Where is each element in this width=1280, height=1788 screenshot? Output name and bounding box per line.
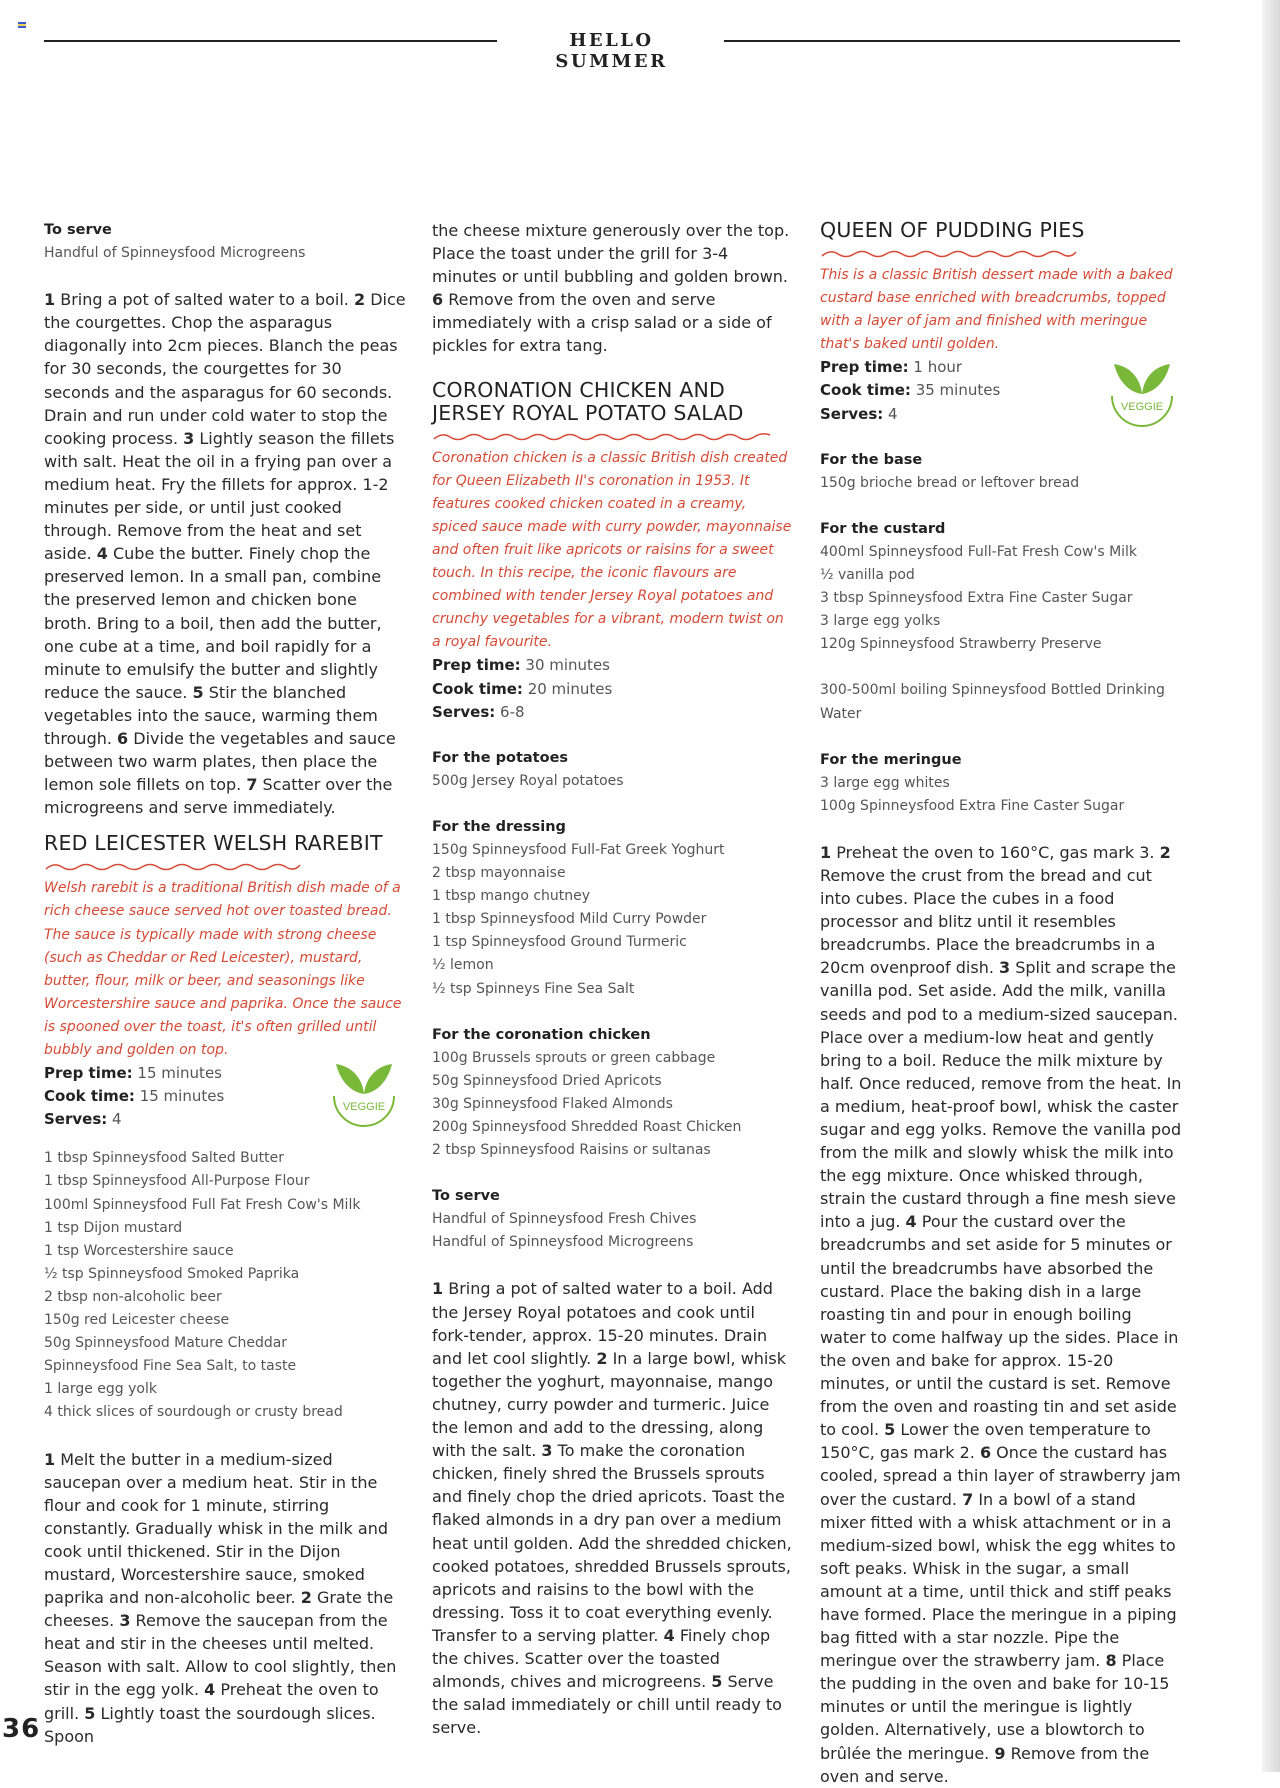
method-paragraph: [820, 841, 1182, 1788]
step-number: 6: [979, 1443, 992, 1463]
ingredient: 1 tsp Spinneysfood Ground Turmeric: [432, 934, 687, 951]
step-text: Dice the courgettes. Chop the asparagus diagonally into 2cm pieces. Blanch the peas for 30 seconds, the courgettes for 30 seconds and the asparagus for 60 seconds. Drain and run under cold water to stop the cooking process.: [44, 290, 406, 448]
step-number: 1: [44, 290, 56, 310]
method-paragraph: [432, 1277, 792, 1739]
step-number: 1: [820, 842, 832, 862]
ingredient: 2 tbsp mayonnaise: [432, 865, 566, 882]
step-number: 8: [1105, 1651, 1117, 1671]
page-number: 36: [2, 1714, 41, 1744]
ingredient-heading: For the potatoes: [432, 749, 569, 766]
step-text: In a large bowl, whisk together the yoghurt, mayonnaise, mango chutney, curry powder and turmeric. Juice the lemon and add to the dressing, along with the salt.: [432, 1348, 786, 1461]
prep-time: Prep time: 15 minutes: [44, 1064, 222, 1083]
step-number: 7: [962, 1489, 974, 1509]
step-number: 7: [246, 775, 258, 795]
step-number: 3: [119, 1611, 131, 1631]
veggie-badge-icon: [328, 1052, 400, 1128]
veggie-badge-icon: [1106, 352, 1178, 428]
step-number: 5: [192, 682, 204, 702]
ingredient: Handful of Spinneysfood Microgreens: [432, 1234, 694, 1251]
step-number: 3: [999, 958, 1011, 978]
step-text: Melt the butter in a medium-sized saucepan over a medium heat. Stir in the flour and cook for 1 minute, stirring constantly. Gradually whisk in the milk and cook until thickened. Stir in the Dijon mustard, Worcestershire sauce, smoked paprika and non-alcoholic beer.: [44, 1449, 388, 1608]
ingredient: 500g Jersey Royal potatoes: [432, 772, 624, 789]
step-number: 5: [84, 1703, 96, 1723]
recipe-intro: Welsh rarebit is a traditional British dish made of a rich cheese sauce served hot over toasted bread. The sauce is typically made with strong cheese (such as Cheddar or Red Leicester), mustard, butter, flour, milk or beer, and seasonings like Worcestershire sauce and paprika. Once the sauce is spooned over the toast, it's often grilled until bubbly and golden on top.: [44, 880, 402, 1058]
ingredient: Spinneysfood Fine Sea Salt, to taste: [44, 1358, 297, 1375]
step-number: 4: [663, 1625, 675, 1645]
recipe-title: QUEEN OF PUDDING PIES: [820, 218, 1085, 242]
step-text: Remove the crust from the bread and cut into cubes. Place the cubes in a food processor and blitz until it resembles breadcrumbs. Place the breadcrumbs in a 20cm ovenproof dish.: [820, 865, 1156, 978]
ingredient: Handful of Spinneysfood Microgreens: [44, 245, 306, 262]
recipe-intro: Coronation chicken is a classic British dish created for Queen Elizabeth II's coronation in 1953. It features cooked chicken coated in a creamy, spiced sauce made with curry powder, mayonnaise and often fruit like apricots or raisins for a sweet touch. In this recipe, the iconic flavours are combined with tender Jersey Royal potatoes and crunchy vegetables for a vibrant, modern twist on a royal favourite.: [432, 449, 792, 651]
wavy-divider-icon: [44, 861, 302, 873]
page-section-title: HELLO SUMMER: [555, 30, 668, 72]
step-text: Bring a pot of salted water to a boil.: [55, 290, 354, 310]
step-text: Lightly toast the sourdough slices. Spoon: [44, 1703, 376, 1746]
header-rule-right: [724, 40, 1180, 42]
step-text: Bring a pot of salted water to a boil. Add the Jersey Royal potatoes and cook until fork-tender, approx. 15-20 minutes. Drain and let cool slightly.: [432, 1279, 773, 1368]
ingredient-heading: For the base: [820, 451, 923, 468]
step-number: 2: [300, 1588, 312, 1608]
ingredient: ½ vanilla pod: [820, 567, 915, 584]
ingredient-heading: To serve: [432, 1188, 500, 1205]
wavy-divider-icon: [820, 248, 1078, 260]
ingredient: 50g Spinneysfood Dried Apricots: [432, 1072, 662, 1089]
cook-time: Cook time: 35 minutes: [820, 381, 1001, 400]
step-text: Remove the saucepan from the heat and stir in the cheeses until melted. Season with salt. Allow to cool slightly, then stir in the egg yolk.: [44, 1611, 397, 1700]
ingredient: 150g red Leicester cheese: [44, 1312, 230, 1329]
step-number: 6: [117, 728, 129, 748]
step-text: In a bowl of a stand mixer fitted with a whisk attachment or in a medium-sized bowl, whisk the egg whites to soft peaks. Whisk in the sugar, a small amount at a time, until thick and stiff peaks have formed. Place the meringue in a piping bag fitted with a star nozzle. Pipe the meringue over the strawberry jam.: [820, 1489, 1177, 1671]
ingredient: 4 thick slices of sourdough or crusty bread: [44, 1404, 343, 1421]
ingredient: 30g Spinneysfood Flaked Almonds: [432, 1095, 673, 1112]
step-number: 2: [353, 290, 366, 310]
step-text: the cheese mixture generously over the top. Place the toast under the grill for 3-4 minutes or until bubbling and golden brown.: [432, 221, 790, 287]
step-text: Split and scrape the vanilla pod. Set aside. Add the milk, vanilla seeds and pod to a medium-sized saucepan. Place over a medium-low heat and gently bring to a boil. Reduce the milk mixture by half. Once reduced, remove from the heat. In a medium, heat-proof bowl, whisk the caster sugar and egg yolks. Remove the vanilla pod from the milk and slowly whisk the milk into the egg mixture. Once whisked through, strain the custard through a fine mesh sieve into a jug.: [820, 958, 1182, 1232]
serves: Serves: 4: [44, 1110, 122, 1129]
cook-time: Cook time: 20 minutes: [432, 679, 613, 698]
step-number: 3: [183, 428, 195, 448]
recipe-title-line: CORONATION CHICKEN AND: [432, 377, 726, 402]
ingredient: 200g Spinneysfood Shredded Roast Chicken: [432, 1119, 742, 1135]
ingredient: 150g brioche bread or leftover bread: [820, 474, 1080, 491]
step-text: Preheat the oven to 160°C, gas mark 3.: [831, 842, 1160, 862]
ingredient: 2 tbsp Spinneysfood Raisins or sultanas: [432, 1142, 711, 1159]
step-number: 1: [44, 1449, 56, 1469]
step-number: 2: [596, 1348, 608, 1368]
step-number: 5: [711, 1672, 723, 1692]
ingredient: 1 tbsp mango chutney: [432, 888, 591, 905]
ingredient: 1 tsp Worcestershire sauce: [44, 1242, 234, 1259]
ingredient: 1 tsp Dijon mustard: [44, 1219, 183, 1236]
serves: Serves: 6-8: [432, 702, 525, 721]
step-text: Remove from the oven and serve immediately with a crisp salad or a side of pickles for extra tang.: [432, 290, 772, 356]
recipe-meta: [820, 356, 1182, 425]
serves: Serves: 4: [820, 404, 898, 423]
prep-time: Prep time: 1 hour: [820, 358, 963, 377]
step-number: 5: [884, 1420, 896, 1440]
method-paragraph: [432, 219, 792, 358]
step-number: 4: [96, 544, 108, 564]
step-text: Finely chop the chives. Scatter over the toasted almonds, chives and microgreens.: [432, 1625, 771, 1692]
ingredient: ½ tsp Spinneys Fine Sea Salt: [432, 980, 635, 997]
ingredient-heading: For the coronation chicken: [432, 1026, 651, 1043]
svg-text:VEGGIE: VEGGIE: [1120, 401, 1164, 414]
method-paragraph: [44, 1448, 406, 1748]
cook-time: Cook time: 15 minutes: [44, 1087, 225, 1106]
column-3: [820, 219, 1182, 1788]
step-number: 9: [994, 1743, 1006, 1763]
step-number: 4: [905, 1212, 917, 1232]
ingredient: 100ml Spinneysfood Full Fat Fresh Cow's Milk: [44, 1196, 361, 1213]
step-text: Lower the oven temperature to 150°C, gas mark 2.: [820, 1420, 1151, 1463]
ingredient: 3 tbsp Spinneysfood Extra Fine Caster Sugar: [820, 590, 1133, 607]
ingredient: 1 large egg yolk: [44, 1381, 157, 1398]
prep-time: Prep time: 30 minutes: [432, 656, 610, 675]
ingredient: 3 large egg yolks: [820, 613, 941, 630]
page-edge-shadow: [1262, 0, 1280, 1772]
recipe-title: RED LEICESTER WELSH RAREBIT: [44, 831, 383, 856]
ingredient-heading: For the dressing: [432, 818, 566, 835]
step-text: Cube the butter. Finely chop the preserved lemon. In a small pan, combine the preserved lemon and chicken bone broth. Bring to a boil, then add the butter, one cube at a time, and boil rapidly for a minute to emulsify the butter and slightly reduce the sauce.: [44, 544, 382, 702]
step-text: Stir the blanched vegetables into the sauce, warming them through.: [44, 682, 378, 748]
step-number: 2: [1159, 842, 1171, 862]
wavy-divider-icon: [432, 431, 772, 443]
ingredient: ½ tsp Spinneysfood Smoked Paprika: [44, 1265, 300, 1282]
ingredient: Handful of Spinneysfood Fresh Chives: [432, 1211, 697, 1228]
method-paragraph: [44, 288, 406, 819]
step-number: 3: [541, 1441, 553, 1461]
language-flag-icon: [18, 22, 26, 28]
ingredient: 1 tbsp Spinneysfood All-Purpose Flour: [44, 1173, 310, 1190]
step-text: Pour the custard over the breadcrumbs and set aside for 5 minutes or until the breadcrumbs have absorbed the custard. Place the baking dish in a large roasting tin and pour in enough boiling water to come halfway up the sides. Place in the oven and bake for approx. 15-20 minutes, or until the custard is set. Remove from the oven and roasting tin and set aside to cool.: [820, 1212, 1179, 1440]
ingredient: 3 large egg whites: [820, 774, 950, 791]
recipe-meta: [44, 1062, 406, 1131]
step-text: Lightly season the fillets with salt. Heat the oil in a frying pan over a medium heat. Fry the fillets for approx. 1-2 minutes per side, or until just cooked through. Remove from the heat and set aside.: [44, 428, 395, 564]
ingredient: 1 tbsp Spinneysfood Mild Curry Powder: [432, 911, 707, 928]
ingredient: 50g Spinneysfood Mature Cheddar: [44, 1335, 288, 1352]
step-text: Place the pudding in the oven and bake for 10-15 minutes or until the meringue is lightly golden. Alternatively, use a blowtorch to brûlée the meringue.: [820, 1651, 1170, 1763]
recipe-intro: This is a classic British dessert made with a baked custard base enriched with breadcrumbs, topped with a layer of jam and finished with meringue that's baked until golden.: [820, 267, 1173, 353]
step-number: 6: [432, 290, 444, 310]
ingredient: 100g Brussels sprouts or green cabbage: [432, 1049, 716, 1066]
ingredient: 400ml Spinneysfood Full-Fat Fresh Cow's Milk: [820, 543, 1138, 560]
step-text: Scatter over the microgreens and serve immediately.: [44, 775, 393, 818]
step-number: 4: [204, 1680, 216, 1700]
step-text: Divide the vegetables and sauce between two warm plates, then place the lemon sole fillets on top.: [44, 728, 396, 795]
ingredient: 2 tbsp non-alcoholic beer: [44, 1288, 222, 1305]
step-text: Preheat the oven to grill.: [44, 1680, 379, 1723]
recipe-title-line: JERSEY ROYAL POTATO SALAD: [432, 400, 744, 425]
ingredient: 120g Spinneysfood Strawberry Preserve: [820, 636, 1102, 653]
ingredient: 1 tbsp Spinneysfood Salted Butter: [44, 1150, 284, 1167]
ingredient: ½ lemon: [432, 957, 494, 974]
ingredient-heading: For the meringue: [820, 751, 962, 768]
step-number: 1: [432, 1279, 444, 1299]
column-2: [432, 219, 792, 1739]
to-serve-heading: To serve: [44, 222, 112, 238]
ingredient: 100g Spinneysfood Extra Fine Caster Sugar: [820, 797, 1125, 814]
svg-text:VEGGIE: VEGGIE: [342, 1101, 386, 1114]
step-text: Once the custard has cooled, spread a thin layer of strawberry jam over the custard.: [820, 1443, 1181, 1509]
step-text: To make the coronation chicken, finely shred the Brussels sprouts and finely chop the dried apricots. Toast the flaked almonds in a dry pan over a medium heat until golden. Add the shredded chicken, cooked potatoes, shredded Brussels sprouts, apricots and raisins to the bowl with the dressing. Toss it to coat everything evenly. Transfer to a serving platter.: [432, 1441, 792, 1645]
ingredient-heading: For the custard: [820, 520, 946, 537]
ingredient: 300-500ml boiling Spinneysfood Bottled Drinking Water: [820, 682, 1165, 722]
header-rule-left: [44, 40, 497, 42]
column-1: [44, 219, 406, 1748]
page-header: [44, 30, 1180, 72]
step-text: Remove from the oven and serve.: [820, 1743, 1150, 1786]
ingredient: 150g Spinneysfood Full-Fat Greek Yoghurt: [432, 841, 725, 858]
step-text: Serve the salad immediately or chill until ready to serve.: [432, 1672, 782, 1738]
step-text: Grate the cheeses.: [44, 1588, 394, 1631]
